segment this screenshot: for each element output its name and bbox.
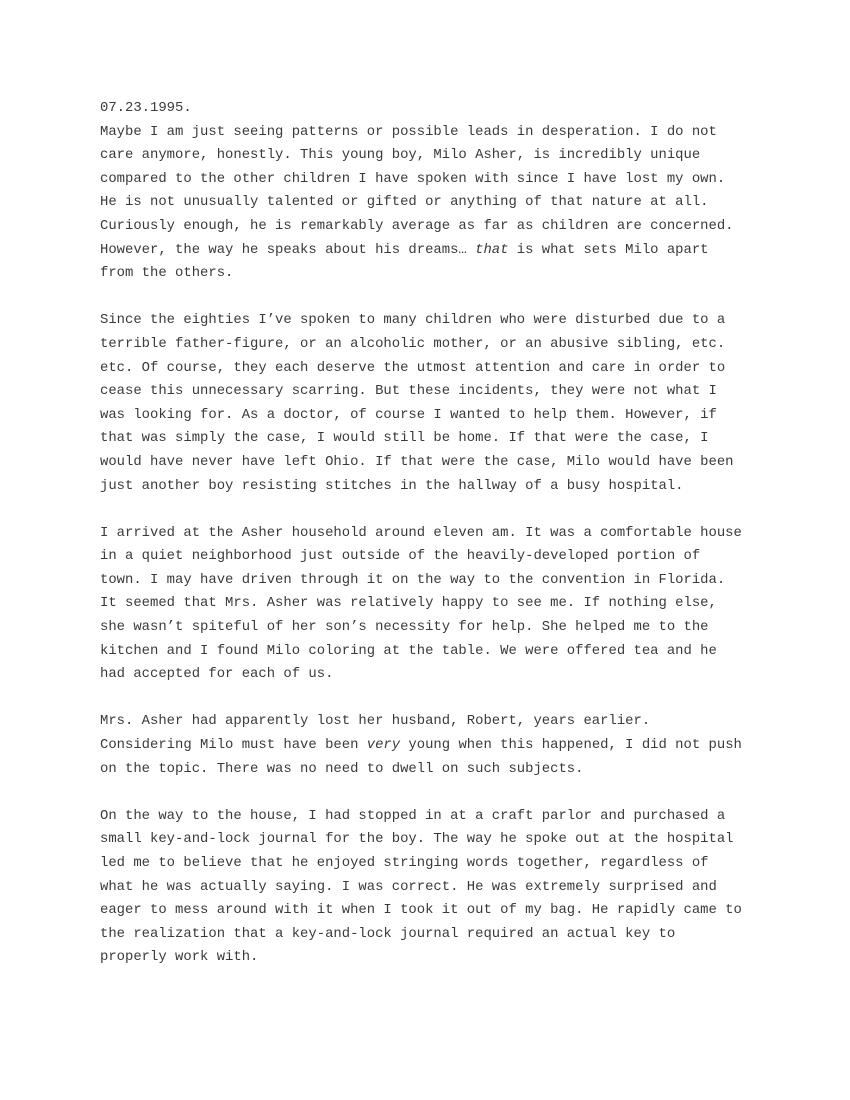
paragraph <box>100 121 800 286</box>
text-run: would have never have left Ohio. If that were the case, Milo would have been <box>100 453 734 470</box>
text-line <box>100 805 800 829</box>
text-run: cease this unnecessary scarring. But these incidents, they were not what I <box>100 383 717 400</box>
text-run: is what sets Milo apart <box>508 241 709 258</box>
text-line <box>100 475 800 499</box>
text-run: eager to mess around with it when I took it out of my bag. He rapidly came to <box>100 902 742 919</box>
emphasized-text: that <box>475 241 509 258</box>
text-line <box>100 404 800 428</box>
text-run: young when this happened, I did not push <box>400 737 742 754</box>
text-run: I arrived at the Asher household around eleven am. It was a comfortable house <box>100 524 742 541</box>
text-line <box>100 357 800 381</box>
text-run: just another boy resisting stitches in the hallway of a busy hospital. <box>100 477 684 494</box>
text-run: On the way to the house, I had stopped in at a craft parlor and purchased a <box>100 807 726 824</box>
text-line <box>100 828 800 852</box>
text-run: what he was actually saying. I was correct. He was extremely surprised and <box>100 878 717 895</box>
text-run: It seemed that Mrs. Asher was relatively happy to see me. If nothing else, <box>100 595 717 612</box>
text-line <box>100 710 800 734</box>
text-run: town. I may have driven through it on the way to the convention in Florida. <box>100 571 726 588</box>
text-line <box>100 852 800 876</box>
text-line <box>100 899 800 923</box>
text-line <box>100 121 800 145</box>
paragraph <box>100 710 800 781</box>
text-line <box>100 262 800 286</box>
entry-body <box>100 121 800 970</box>
text-line <box>100 734 800 758</box>
text-line <box>100 876 800 900</box>
text-line <box>100 144 800 168</box>
text-run: in a quiet neighborhood just outside of the heavily-developed portion of <box>100 548 701 565</box>
text-run: Maybe I am just seeing patterns or possible leads in desperation. I do not <box>100 123 717 140</box>
text-run: had accepted for each of us. <box>100 666 334 683</box>
text-line <box>100 522 800 546</box>
text-line <box>100 427 800 451</box>
text-run: she wasn’t spiteful of her son’s necessity for help. She helped me to the <box>100 619 709 636</box>
text-run: from the others. <box>100 265 234 282</box>
text-run: that was simply the case, I would still be home. If that were the case, I <box>100 430 709 447</box>
text-run: Mrs. Asher had apparently lost her husband, Robert, years earlier. <box>100 713 651 730</box>
text-line <box>100 191 800 215</box>
paragraph <box>100 805 800 970</box>
emphasized-text: very <box>366 737 401 754</box>
text-run: kitchen and I found Milo coloring at the table. We were offered tea and he <box>100 642 717 659</box>
text-line <box>100 616 800 640</box>
text-line <box>100 946 800 970</box>
text-run: etc. Of course, they each deserve the utmost attention and care in order to <box>100 359 726 376</box>
text-line <box>100 545 800 569</box>
text-run: was looking for. As a doctor, of course I wanted to help them. However, if <box>100 406 717 423</box>
text-line <box>100 333 800 357</box>
text-run: on the topic. There was no need to dwell on such subjects. <box>100 760 584 777</box>
text-run: compared to the other children I have spoken with since I have lost my own. <box>100 170 726 187</box>
text-line <box>100 451 800 475</box>
text-run: small key-and-lock journal for the boy. The way he spoke out at the hospital <box>100 831 734 848</box>
text-run: He is not unusually talented or gifted or anything of that nature at all. <box>100 194 709 211</box>
text-line <box>100 569 800 593</box>
text-line <box>100 215 800 239</box>
text-line <box>100 592 800 616</box>
document-page <box>100 97 800 994</box>
entry-date: 07.23.1995. <box>100 100 192 116</box>
text-run: properly work with. <box>100 949 259 966</box>
text-run: care anymore, honestly. This young boy, Milo Asher, is incredibly unique <box>100 147 701 164</box>
text-line <box>100 663 800 687</box>
text-line <box>100 168 800 192</box>
text-run: Considering Milo must have been <box>100 737 367 754</box>
text-line <box>100 758 800 782</box>
text-line <box>100 923 800 947</box>
text-run: terrible father-figure, or an alcoholic mother, or an abusive sibling, etc. <box>100 335 726 352</box>
text-line <box>100 309 800 333</box>
text-run: Curiously enough, he is remarkably average as far as children are concerned. <box>100 217 734 234</box>
paragraph <box>100 309 800 498</box>
text-line <box>100 380 800 404</box>
paragraph <box>100 522 800 687</box>
text-run: the realization that a key-and-lock journal required an actual key to <box>100 925 676 942</box>
text-run: However, the way he speaks about his dreams… <box>100 241 476 258</box>
text-run: led me to believe that he enjoyed stringing words together, regardless of <box>100 855 709 871</box>
text-line <box>100 640 800 664</box>
text-line <box>100 239 800 263</box>
text-run: Since the eighties I’ve spoken to many children who were disturbed due to a <box>100 312 726 329</box>
